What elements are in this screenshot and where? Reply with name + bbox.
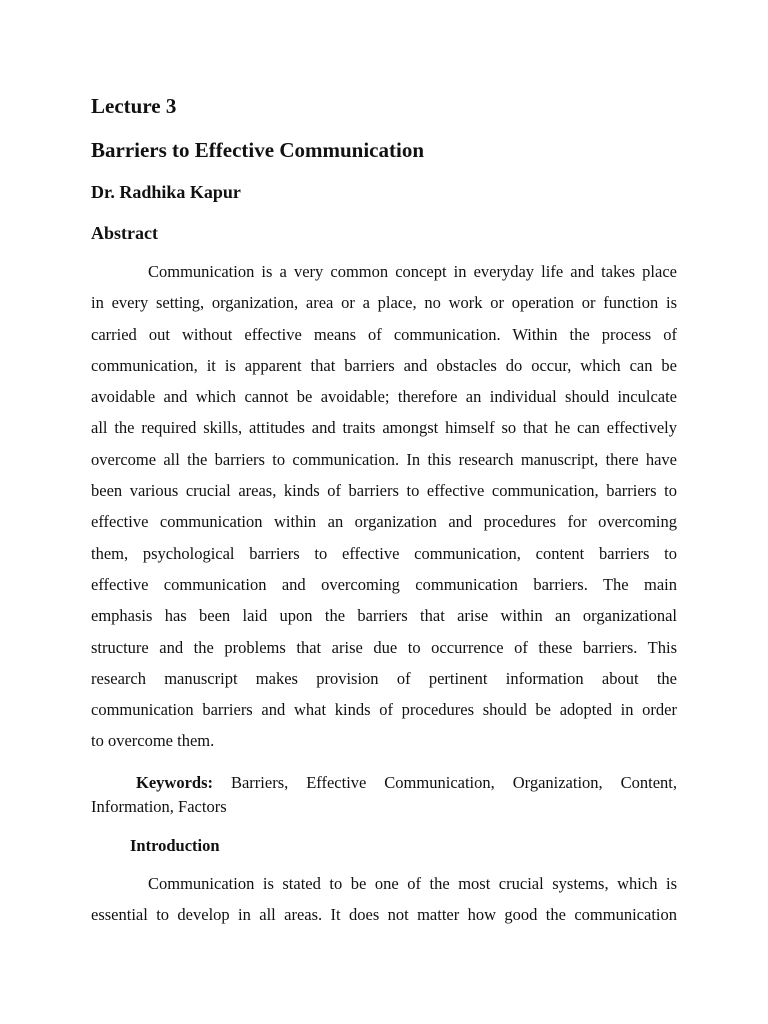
abstract-line: in every setting, organization, area or a place, no work or operation or function is — [91, 293, 677, 313]
abstract-line: effective communication and overcoming communication barriers. The main — [91, 574, 677, 594]
abstract-line: communication, it is apparent that barriers and obstacles do occur, which can be — [91, 355, 677, 375]
abstract-line: been various crucial areas, kinds of barriers to effective communication, barriers to — [91, 481, 677, 501]
keywords-list: Barriers, Effective Communication, Organization, Content, — [230, 773, 678, 792]
abstract-heading: Abstract — [91, 223, 158, 243]
abstract-line: all the required skills, attitudes and traits amongst himself so that he can effectively — [91, 418, 677, 438]
keywords-label: Keywords: — [136, 773, 213, 792]
abstract-paragraph — [91, 256, 677, 757]
abstract-line: structure and the problems that arise due to occurrence of these barriers. This — [91, 637, 677, 657]
abstract-line: overcome all the barriers to communication. In this research manuscript, there have — [91, 449, 677, 469]
keywords-line: Information, Factors — [91, 797, 227, 816]
introduction-line: essential to develop in all areas. It does not matter how good the communication — [91, 905, 677, 925]
document-title: Barriers to Effective Communication — [91, 138, 424, 162]
abstract-line: Communication is a very common concept in everyday life and takes place — [148, 262, 677, 281]
introduction-line: Communication is stated to be one of the most crucial systems, which is — [148, 874, 677, 893]
introduction-heading: Introduction — [130, 836, 220, 855]
abstract-line: them, psychological barriers to effective communication, content barriers to — [91, 543, 677, 563]
abstract-line: communication barriers and what kinds of procedures should be adopted in order — [91, 700, 677, 720]
keywords-paragraph — [91, 771, 677, 819]
author-name: Dr. Radhika Kapur — [91, 182, 241, 202]
abstract-line: effective communication within an organization and procedures for overcoming — [91, 512, 677, 532]
abstract-line: to overcome them. — [91, 731, 215, 751]
abstract-line: research manuscript makes provision of pertinent information about the — [91, 668, 677, 688]
lecture-number: Lecture 3 — [91, 94, 177, 118]
keywords-line — [91, 771, 677, 795]
abstract-line: avoidable and which cannot be avoidable; therefore an individual should inculcate — [91, 387, 677, 407]
abstract-line: emphasis has been laid upon the barriers that arise within an organizational — [91, 606, 677, 626]
abstract-line: carried out without effective means of communication. Within the process of — [91, 324, 677, 344]
introduction-paragraph — [91, 868, 677, 931]
